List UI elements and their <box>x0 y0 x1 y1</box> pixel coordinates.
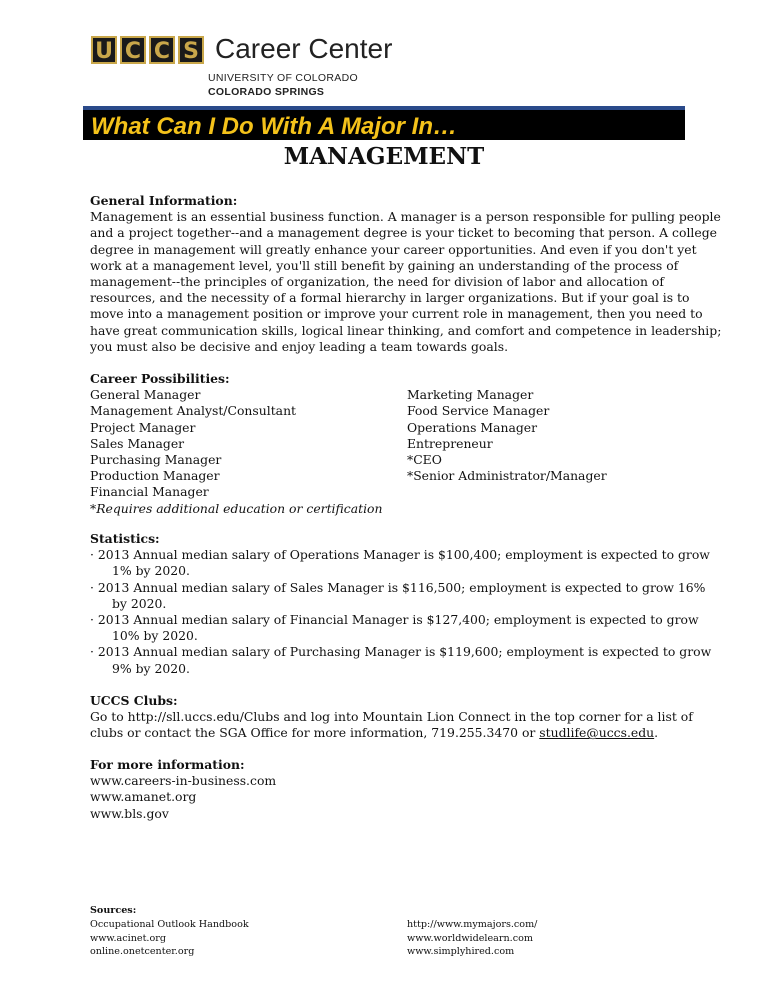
career-item: Project Manager <box>90 419 196 435</box>
paragraph-line: work at a management level, you'll still benefit by gaining an understanding of the process of <box>90 257 679 273</box>
statistic-line: 9% by 2020. <box>112 660 190 676</box>
clubs-line: Go to http://sll.uccs.edu/Clubs and log into Mountain Lion Connect in the top corner for a list of <box>90 709 693 725</box>
statistic-line: · 2013 Annual median salary of Financial Manager is $127,400; employment is expected to grow <box>90 612 699 628</box>
paragraph-line: you must also be decisive and enjoy leading a team towards goals. <box>90 338 509 354</box>
career-item: General Manager <box>90 387 201 403</box>
statistic-item <box>90 612 699 644</box>
section-heading: For more information: <box>90 757 245 772</box>
university-line1: UNIVERSITY OF COLORADO <box>208 72 358 84</box>
certification-note: *Requires additional education or certification <box>90 500 383 516</box>
source-item: www.worldwidelearn.com <box>407 932 533 944</box>
source-item: www.acinet.org <box>90 932 166 944</box>
career-item: Production Manager <box>90 468 220 484</box>
source-item: www.simplyhired.com <box>407 946 515 958</box>
career-item: Food Service Manager <box>407 403 550 419</box>
statistic-line: 1% by 2020. <box>112 563 190 579</box>
paragraph-line: Management is an essential business function. A manager is a person responsible for pulling people <box>90 209 721 225</box>
career-item: *CEO <box>407 452 442 468</box>
career-item: *Senior Administrator/Manager <box>407 468 607 484</box>
banner-title: What Can I Do With A Major In… <box>91 113 457 140</box>
logo-letter: U <box>91 36 117 64</box>
statistic-line: 10% by 2020. <box>112 628 198 644</box>
sources-section <box>90 904 690 958</box>
career-item: Management Analyst/Consultant <box>90 403 297 419</box>
paragraph-line: degree in management will greatly enhance your career opportunities. And even if you don't yet <box>90 241 697 257</box>
major-title: MANAGEMENT <box>283 143 485 170</box>
career-list-left <box>90 387 383 517</box>
career-item: Financial Manager <box>90 484 209 500</box>
logo-letter: C <box>120 36 146 64</box>
statistic-line: · 2013 Annual median salary of Operations Manager is $100,400; employment is expected to grow <box>90 547 710 563</box>
studlife-email-link[interactable]: studlife@uccs.edu <box>539 725 655 741</box>
statistic-line: · 2013 Annual median salary of Purchasing Manager is $119,600; employment is expected to grow <box>90 644 712 660</box>
paragraph-line: move into a management position or improve your current role in management, then you need to <box>90 306 703 322</box>
source-item: Occupational Outlook Handbook <box>90 919 249 930</box>
more-information-section <box>90 757 690 822</box>
career-item: Entrepreneur <box>407 435 493 451</box>
info-link[interactable]: www.careers-in-business.com <box>90 773 277 789</box>
paragraph-line: management--the principles of organization, the need for division of labor and allocation of <box>90 274 664 290</box>
paragraph-line: resources, and the necessity of a formal hierarchy in larger organizations. But if your goal is to <box>90 290 690 306</box>
statistic-item <box>90 644 712 676</box>
uccs-logo-mark <box>91 36 204 64</box>
paragraph-line: and a project together--and a management degree is your ticket to becoming that person. A college <box>90 225 717 241</box>
career-item: Marketing Manager <box>407 387 534 403</box>
clubs-line-end: . <box>654 725 659 741</box>
section-heading: General Information: <box>90 193 238 208</box>
career-list-right <box>407 387 607 484</box>
section-heading: Statistics: <box>90 531 160 546</box>
career-item: Sales Manager <box>90 435 185 451</box>
info-link[interactable]: www.bls.gov <box>90 805 169 821</box>
university-line2: COLORADO SPRINGS <box>208 86 325 98</box>
statistic-line: by 2020. <box>112 595 167 611</box>
department-name: Career Center <box>215 33 393 64</box>
career-item: Purchasing Manager <box>90 452 222 468</box>
uccs-clubs-section <box>90 693 693 742</box>
source-item: http://www.mymajors.com/ <box>407 919 538 930</box>
section-heading: UCCS Clubs: <box>90 693 178 708</box>
uccs-logo <box>91 33 411 100</box>
statistics-section <box>90 531 712 677</box>
statistic-item <box>90 579 706 612</box>
general-information-text <box>90 209 722 355</box>
logo-letter: C <box>149 36 175 64</box>
paragraph-line: have great communication skills, logical linear thinking, and comfort and competence in leadership; <box>90 322 722 338</box>
statistic-line: · 2013 Annual median salary of Sales Manager is $116,500; employment is expected to grow 16% <box>90 579 706 595</box>
sources-heading: Sources: <box>90 905 137 916</box>
sources-list-right <box>407 918 537 959</box>
clubs-line <box>90 725 690 741</box>
statistic-item <box>90 547 710 579</box>
general-information-section <box>90 193 722 355</box>
career-possibilities-section <box>90 371 690 516</box>
logo-letter: S <box>178 36 204 64</box>
career-item: Operations Manager <box>407 419 538 435</box>
title-banner <box>83 106 685 140</box>
section-heading: Career Possibilities: <box>90 371 230 386</box>
source-item: online.onetcenter.org <box>90 946 195 958</box>
clubs-line-text: clubs or contact the SGA Office for more information, 719.255.3470 or <box>90 725 540 741</box>
info-link[interactable]: www.amanet.org <box>90 789 197 805</box>
sources-list-left <box>90 918 249 959</box>
